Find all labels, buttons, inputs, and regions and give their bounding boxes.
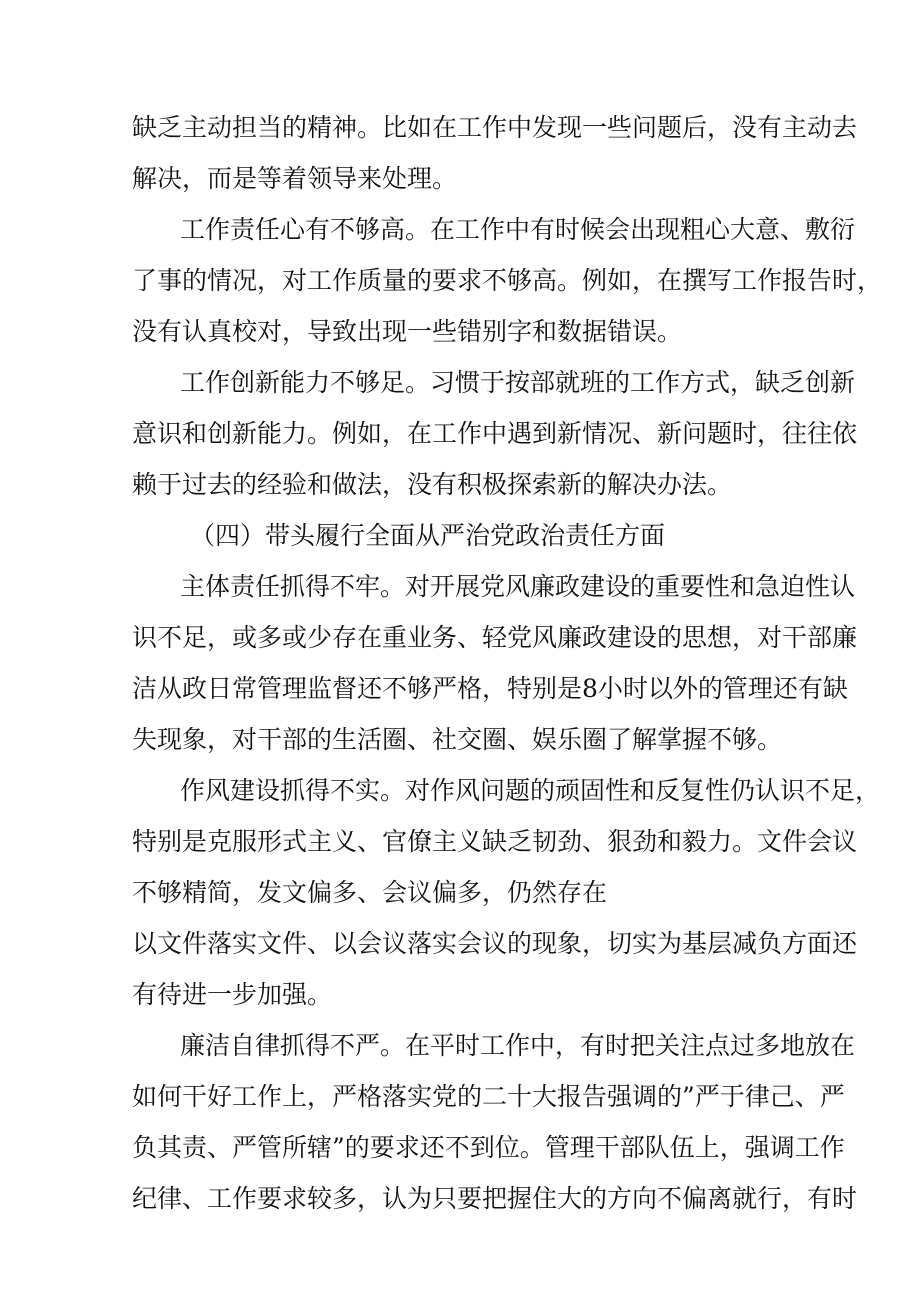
text-line: 不够精简，发文偏多、会议偏多，仍然存在: [132, 878, 608, 907]
text-line: 赖于过去的经验和做法，没有积极探索新的解决办法。: [132, 470, 733, 499]
text-line: 意识和创新能力。例如，在工作中遇到新情况、新问题时，往往依: [132, 419, 858, 448]
text-line: 没有认真校对，导致出现一些错别字和数据错误。: [132, 317, 683, 346]
text-line: 如何干好工作上，严格落实党的二十大报告强调的”严于律己、严: [132, 1082, 845, 1111]
text-line: 缺乏主动担当的精神。比如在工作中发现一些问题后，没有主动去: [132, 113, 858, 142]
text-line: 特别是克服形式主义、官僚主义缺乏韧劲、狠劲和毅力。文件会议: [132, 827, 858, 856]
text-line: 洁从政日常管理监督还不够严格，特别是8小时以外的管理还有缺: [132, 674, 848, 703]
text-line: 以文件落实文件、以会议落实会议的现象，切实为基层减负方面还: [132, 929, 858, 958]
text-line: 廉洁自律抓得不严。在平时工作中，有时把关注点过多地放在: [180, 1031, 856, 1060]
text-line: 负其责、严管所辖”的要求还不到位。管理干部队伍上，强调工作: [132, 1133, 845, 1162]
text-line: 解决，而是等着领导来处理。: [132, 164, 458, 193]
text-line: 了事的情况，对工作质量的要求不够高。例如，在撰写工作报告时，: [132, 266, 883, 295]
text-line: 工作创新能力不够足。习惯于按部就班的工作方式，缺乏创新: [180, 368, 856, 397]
text-line: 识不足，或多或少存在重业务、轻党风廉政建设的思想，对干部廉: [132, 623, 858, 652]
text-line: 纪律、工作要求较多，认为只要把握住大的方向不偏离就行，有时: [132, 1184, 858, 1213]
text-line: 工作责任心有不够高。在工作中有时候会出现粗心大意、敷衍: [180, 215, 856, 244]
text-line: 失现象，对干部的生活圈、社交圈、娱乐圈了解掌握不够。: [132, 725, 783, 754]
section-heading: （四）带头履行全面从严治党政治责任方面: [190, 521, 666, 550]
text-line: 有待进一步加强。: [132, 980, 333, 1009]
text-line: 作风建设抓得不实。对作风问题的顽固性和反复性仍认识不足，: [180, 776, 881, 805]
text-line: 主体责任抓得不牢。对开展党风廉政建设的重要性和急迫性认: [180, 572, 856, 601]
